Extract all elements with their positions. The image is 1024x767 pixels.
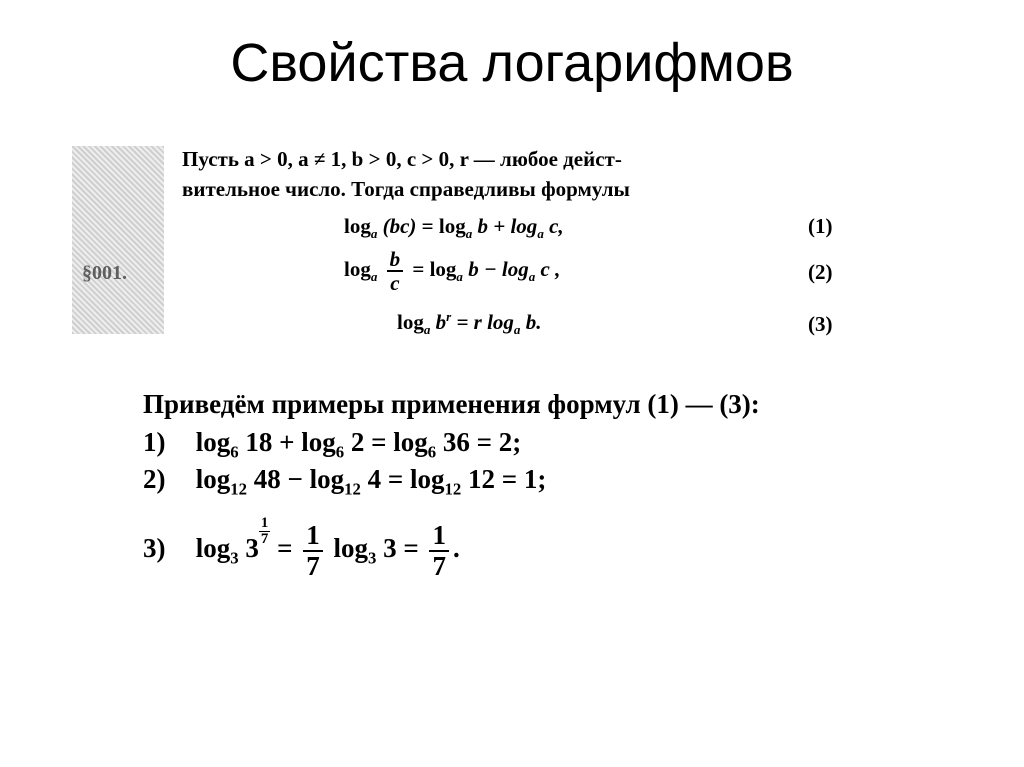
scanned-margin-shade: [72, 146, 164, 334]
example-1-part1: log: [195, 427, 231, 457]
formula-2-base: a: [370, 269, 378, 285]
formula-1-term2: c,: [549, 214, 564, 238]
intro-line-2: вительное число. Тогда справедливы формулы: [182, 177, 630, 201]
examples-heading: Приведём примеры применения формул (1) — (3):: [143, 389, 760, 419]
formula-1-arg: (bc): [382, 214, 417, 238]
example-3-sub1: 3: [230, 548, 239, 568]
example-2-part4: 12 = 1;: [468, 464, 547, 494]
example-3-frac2-denominator: 7: [432, 550, 446, 581]
example-3-part6: .: [452, 532, 460, 563]
formula-2-log: log: [344, 256, 371, 281]
formula-1: [344, 214, 564, 242]
example-3-frac1-denominator: 7: [306, 550, 320, 581]
example-2-part3: 4 = log: [367, 464, 445, 494]
formula-2-fraction: [387, 248, 404, 294]
example-2-part1: log: [195, 464, 231, 494]
formula-2: [344, 248, 560, 294]
formula-2-denominator: c: [390, 271, 400, 296]
formula-3-term1: b.: [525, 310, 542, 334]
formula-3-arg: b: [435, 310, 447, 334]
example-2-sub3: 12: [444, 479, 462, 499]
example-3-frac2-numerator: 1: [429, 521, 449, 551]
example-2: [143, 464, 546, 499]
formula-2-base-c: a: [528, 269, 536, 285]
example-2-label: 2): [143, 464, 166, 494]
example-1: [143, 427, 521, 462]
example-3-exp-denominator: 7: [260, 530, 269, 547]
formula-2-term1: b − log: [468, 256, 529, 281]
example-1-label: 1): [143, 427, 166, 457]
formula-3-eq: = r log: [456, 310, 514, 334]
formula-1-base-b: a: [465, 226, 473, 242]
example-1-sub1: 6: [230, 442, 239, 462]
formula-1-term1: b + log: [477, 214, 538, 238]
example-3-exp-numerator: 1: [260, 515, 269, 531]
formula-2-eq: = log: [412, 256, 457, 281]
example-3-part2: 3: [245, 532, 259, 563]
formula-1-log: log: [344, 214, 371, 238]
formula-1-base-c: a: [537, 226, 544, 242]
example-1-sub2: 6: [335, 442, 345, 462]
formula-1-eq: = log: [421, 214, 466, 238]
example-2-sub1: 12: [230, 479, 247, 499]
formula-3: [397, 309, 541, 338]
formula-3-log: log: [397, 310, 424, 334]
example-3-exponent-fraction: [259, 516, 270, 547]
example-1-part4: 36 = 2;: [442, 427, 522, 457]
example-1-sub3: 6: [427, 442, 437, 462]
formula-1-number: (1): [808, 214, 833, 238]
example-3-label: 3): [143, 532, 166, 563]
intro-line-1: Пусть a > 0, a ≠ 1, b > 0, c > 0, r — любое дейст-: [182, 147, 622, 171]
example-3-sub2: 3: [367, 548, 377, 568]
example-3-fraction-2: [429, 521, 449, 580]
formula-2-numerator: b: [387, 248, 404, 272]
example-2-part2: 48 − log: [253, 464, 345, 494]
example-1-part3: 2 = log: [350, 427, 428, 457]
example-2-sub2: 12: [344, 479, 361, 499]
formula-3-number: (3): [808, 312, 833, 336]
example-3-part1: log: [195, 532, 231, 563]
formula-3-base: a: [423, 322, 431, 338]
example-3-part4: log: [333, 532, 368, 563]
formula-3-base-b: a: [513, 322, 521, 338]
example-1-part2: 18 + log: [245, 427, 336, 457]
formula-3-exponent: r: [446, 309, 452, 324]
example-3-frac1-numerator: 1: [303, 521, 323, 551]
example-3-part5: 3 =: [383, 532, 419, 563]
formula-1-base: a: [370, 226, 378, 242]
formula-2-term2: c ,: [540, 256, 561, 281]
slide-title: Свойства логарифмов: [230, 33, 794, 93]
example-3: [143, 516, 460, 580]
formula-2-base-b: a: [456, 269, 463, 285]
intro-text: [182, 144, 862, 204]
example-3-fraction-1: [303, 521, 323, 580]
scanned-section-label: §001.: [82, 262, 127, 284]
example-3-part3: =: [277, 532, 293, 563]
formula-2-number: (2): [808, 260, 833, 284]
